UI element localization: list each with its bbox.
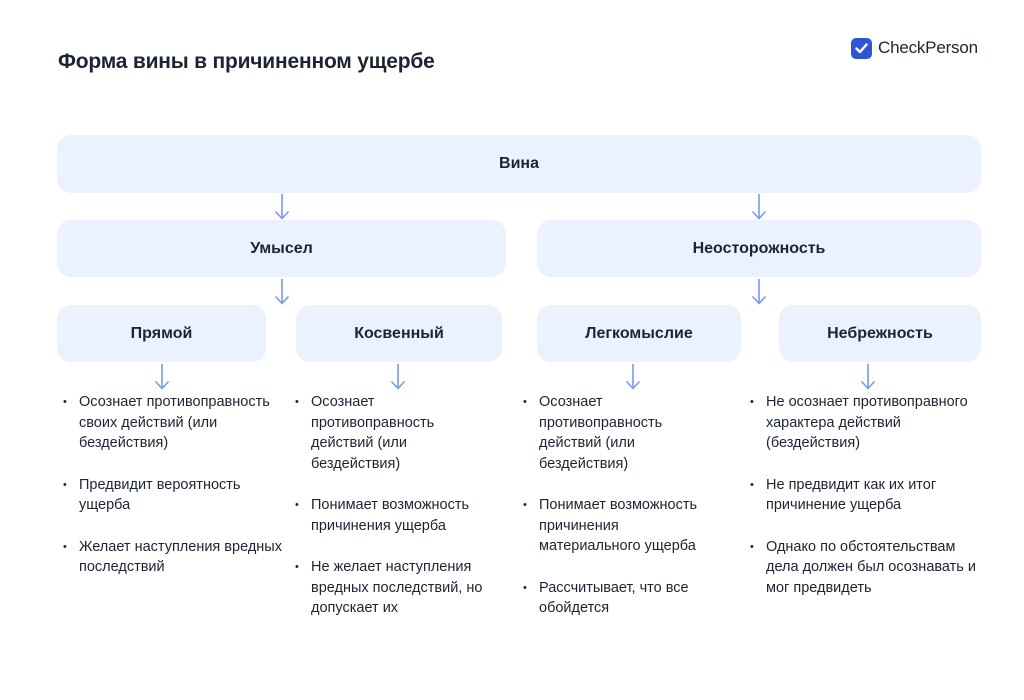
node-frivolity: Легкомыслие — [537, 305, 741, 362]
page-title: Форма вины в причиненном ущербе — [58, 50, 435, 73]
list-item: • Осознает противоправность своих действий (или бездействия) — [63, 392, 293, 454]
arrow-down-icon — [391, 364, 405, 390]
node-carelessness: Небрежность — [779, 305, 981, 362]
list-item: • Однако по обстоятельствам дела должен был осознавать и мог предвидеть — [750, 537, 982, 599]
check-icon — [851, 38, 872, 59]
list-item: • Понимает возможность причинения материального ущерба — [523, 495, 723, 557]
list-item: • Не предвидит как их итог причинение ущерба — [750, 475, 982, 516]
frivolity-criteria-list — [523, 392, 723, 640]
list-item: • Желает наступления вредных последствий — [63, 537, 293, 578]
arrow-down-icon — [626, 364, 640, 390]
list-item: • Понимает возможность причинения ущерба — [295, 495, 495, 536]
list-item: • Осознает противоправность действий (или бездействия) — [523, 392, 723, 474]
node-indirect: Косвенный — [296, 305, 502, 362]
indirect-criteria-list — [295, 392, 495, 640]
list-item: • Не осознает противоправного характера действий (бездействия) — [750, 392, 982, 454]
list-item: • Не желает наступления вредных последствий, но допускает их — [295, 557, 495, 619]
arrow-down-icon — [275, 194, 289, 220]
node-direct: Прямой — [57, 305, 266, 362]
logo[interactable] — [851, 37, 978, 59]
arrow-down-icon — [861, 364, 875, 390]
list-item: • Осознает противоправность действий (или бездействия) — [295, 392, 495, 474]
arrow-down-icon — [752, 194, 766, 220]
node-guilt: Вина — [57, 135, 981, 193]
arrow-down-icon — [752, 279, 766, 305]
node-intent: Умысел — [57, 220, 506, 277]
node-negligence: Неосторожность — [537, 220, 981, 277]
logo-text: CheckPerson — [878, 38, 978, 57]
arrow-down-icon — [155, 364, 169, 390]
direct-criteria-list — [63, 392, 293, 599]
list-item: • Предвидит вероятность ущерба — [63, 475, 293, 516]
carelessness-criteria-list — [750, 392, 982, 619]
list-item: • Рассчитывает, что все обойдется — [523, 578, 723, 619]
arrow-down-icon — [275, 279, 289, 305]
